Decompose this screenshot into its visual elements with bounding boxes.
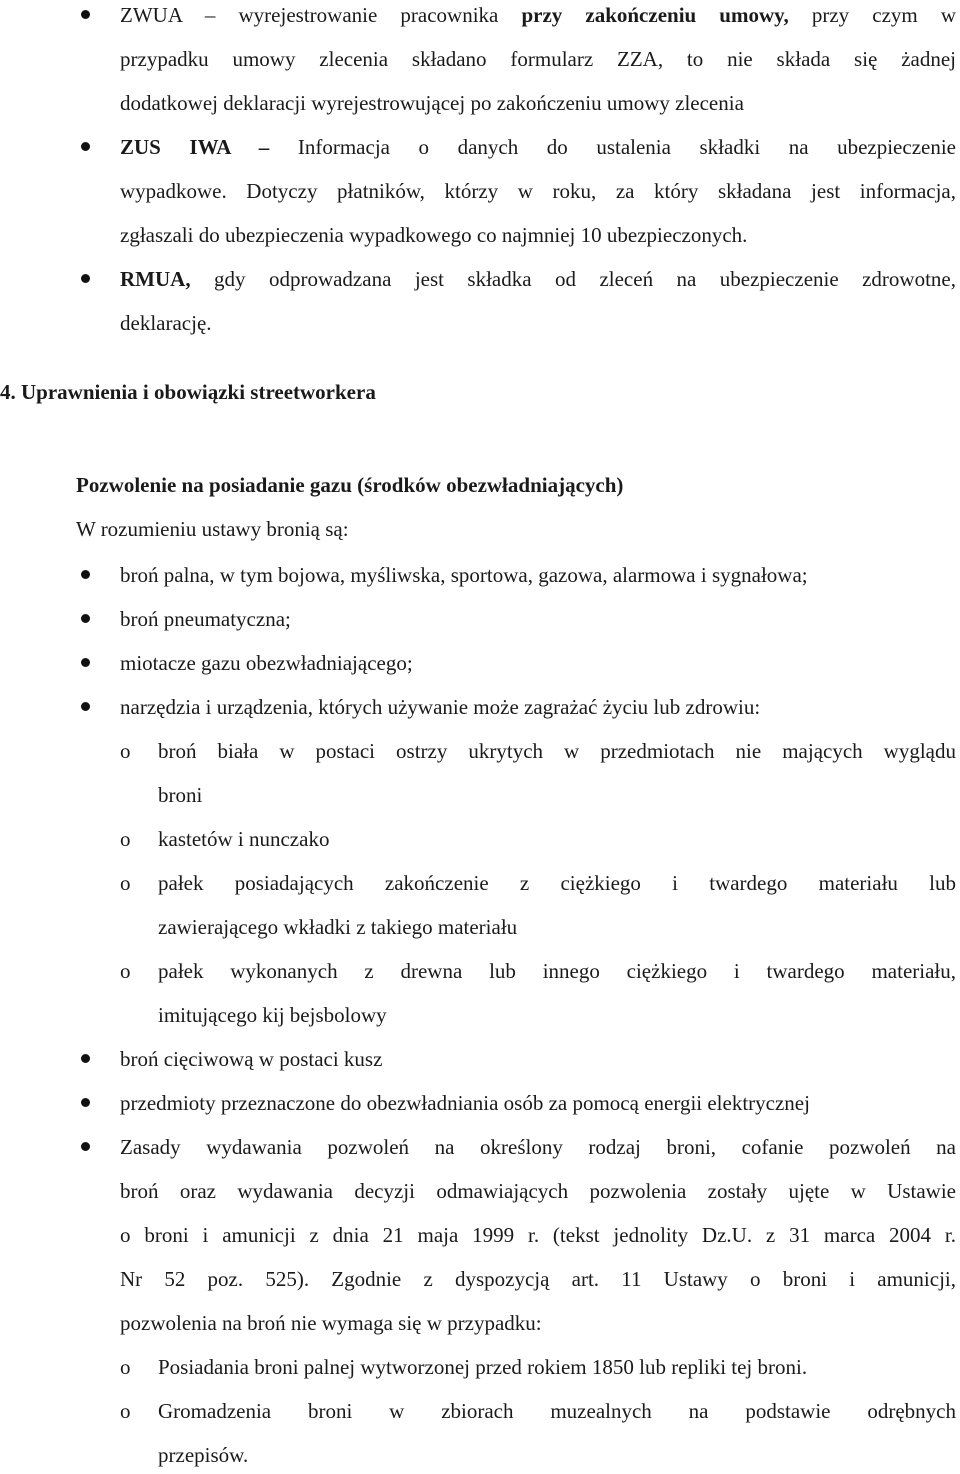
text-line: Posiadania broni palnej wytworzonej przed rokiem 1850 lub repliki tej broni. bbox=[158, 1355, 808, 1379]
text-line: imitującego kij bejsbolowy bbox=[158, 1003, 387, 1027]
text-run: zgłaszali do ubezpieczenia wypadkowego co najmniej 10 ubezpieczonych. bbox=[120, 223, 748, 247]
text-line: przepisów. bbox=[158, 1443, 249, 1467]
text-line bbox=[120, 308, 956, 338]
sub-bullet-marker: o bbox=[120, 871, 131, 895]
text-line: broni bbox=[158, 783, 203, 807]
bullet-icon bbox=[81, 614, 90, 623]
text-line: o broni i amunicji z dnia 21 maja 1999 r. (tekst jednolity Dz.U. z 31 marca 2004 r. bbox=[120, 1223, 956, 1247]
sub-bullet-marker: o bbox=[120, 739, 131, 763]
text-line bbox=[120, 0, 956, 30]
text-line bbox=[120, 88, 956, 118]
text-line: przedmioty przeznaczone do obezwładniania osób za pomocą energii elektrycznej bbox=[120, 1091, 810, 1115]
bullet-icon bbox=[81, 570, 90, 579]
bullet-icon bbox=[81, 10, 90, 19]
text-run: wypadkowe. Dotyczy płatników, którzy w roku, za który składana jest informacja, bbox=[120, 179, 956, 203]
bullet-icon bbox=[81, 142, 90, 151]
text-line: Zasady wydawania pozwoleń na określony rodzaj broni, cofanie pozwoleń na bbox=[120, 1135, 956, 1159]
bullet-icon bbox=[81, 702, 90, 711]
text-run: dodatkowej deklaracji wyrejestrowującej po zakończeniu umowy zlecenia bbox=[120, 91, 744, 115]
sub-bullet-marker: o bbox=[120, 959, 131, 983]
bullet-icon bbox=[81, 1054, 90, 1063]
text-line: broń pneumatyczna; bbox=[120, 607, 291, 631]
text-run: przy czym w bbox=[788, 3, 956, 27]
sub-bullet-marker: o bbox=[120, 1355, 131, 1379]
text-run: przypadku umowy zlecenia składano formularz ZZA, to nie składa się żadnej bbox=[120, 47, 956, 71]
intro-text: W rozumieniu ustawy bronią są: bbox=[76, 517, 349, 541]
text-line: Nr 52 poz. 525). Zgodnie z dyspozycją art. 11 Ustawy o broni i amunicji, bbox=[120, 1267, 956, 1291]
text-line bbox=[120, 44, 956, 74]
text-line bbox=[120, 176, 956, 206]
text-line: Gromadzenia broni w zbiorach muzealnych na podstawie odrębnych bbox=[158, 1399, 956, 1423]
text-line: pozwolenia na broń nie wymaga się w przypadku: bbox=[120, 1311, 542, 1335]
text-line: broń palna, w tym bojowa, myśliwska, sportowa, gazowa, alarmowa i sygnałowa; bbox=[120, 563, 808, 587]
section-heading: 4. Uprawnienia i obowiązki streetworkera bbox=[0, 380, 376, 404]
bullet-icon bbox=[81, 658, 90, 667]
text-line: narzędzia i urządzenia, których używanie może zagrażać życiu lub zdrowiu: bbox=[120, 695, 761, 719]
text-line bbox=[120, 132, 956, 162]
text-line: broń oraz wydawania decyzji odmawiających pozwolenia zostały ujęte w Ustawie bbox=[120, 1179, 956, 1203]
text-run: ZWUA – wyrejestrowanie pracownika bbox=[120, 3, 522, 27]
bullet-icon bbox=[81, 274, 90, 283]
bullet-icon bbox=[81, 1142, 90, 1151]
text-line: pałek wykonanych z drewna lub innego ciężkiego i twardego materiału, bbox=[158, 959, 956, 983]
bullet-icon bbox=[81, 1098, 90, 1107]
sub-bullet-marker: o bbox=[120, 827, 131, 851]
text-run: Informacja o danych do ustalenia składki na ubezpieczenie bbox=[269, 135, 957, 159]
text-line: broń cięciwową w postaci kusz bbox=[120, 1047, 383, 1071]
text-line bbox=[120, 220, 956, 250]
text-run: gdy odprowadzana jest składka od zleceń na ubezpieczenie zdrowotne, bbox=[190, 267, 956, 291]
text-line: kastetów i nunczako bbox=[158, 827, 330, 851]
subheading: Pozwolenie na posiadanie gazu (środków obezwładniających) bbox=[76, 473, 624, 497]
text-run: deklarację. bbox=[120, 311, 212, 335]
bold-term: przy zakończeniu umowy, bbox=[521, 3, 789, 27]
sub-bullet-marker: o bbox=[120, 1399, 131, 1423]
bold-term: RMUA, bbox=[120, 267, 191, 291]
text-line: miotacze gazu obezwładniającego; bbox=[120, 651, 413, 675]
text-line: zawierającego wkładki z takiego materiału bbox=[158, 915, 518, 939]
text-line: pałek posiadających zakończenie z ciężkiego i twardego materiału lub bbox=[158, 871, 956, 895]
text-line: broń biała w postaci ostrzy ukrytych w przedmiotach nie mających wyglądu bbox=[158, 739, 956, 763]
text-line bbox=[120, 264, 956, 294]
bold-term: ZUS IWA – bbox=[120, 135, 270, 159]
